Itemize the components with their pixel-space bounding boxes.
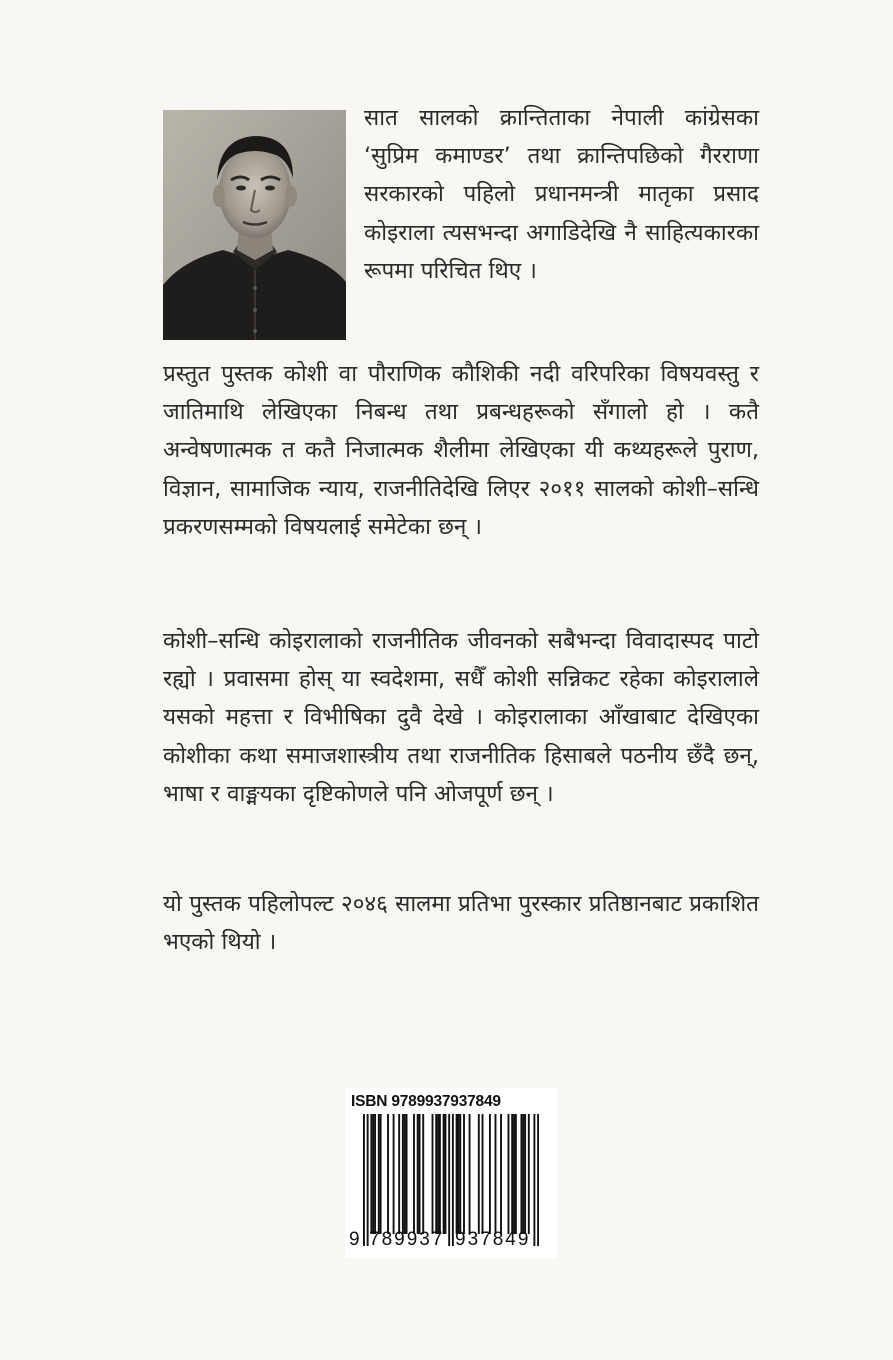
barcode-bar [457, 1114, 459, 1234]
barcode-bar [398, 1114, 400, 1234]
barcode-bar [482, 1114, 484, 1234]
barcode-bar [439, 1114, 441, 1234]
barcode-bar [393, 1114, 395, 1234]
barcode-digits-left: 789937 [369, 1229, 445, 1250]
barcode-bar [378, 1114, 380, 1234]
barcode-bar [469, 1114, 471, 1234]
barcode-bar [500, 1114, 502, 1234]
barcode-bar [508, 1114, 510, 1234]
barcode-bar [452, 1114, 454, 1246]
barcode-bar [402, 1114, 404, 1234]
barcode-digits-right: 937849 [455, 1229, 531, 1250]
barcode-bar [380, 1114, 382, 1234]
barcode-bars [363, 1114, 539, 1246]
barcode-bar [515, 1114, 517, 1234]
isbn-barcode [345, 1088, 557, 1258]
barcode-digits [345, 1229, 557, 1255]
intro-paragraph: सात सालको क्रान्तिताका नेपाली कांग्रेसका ‘सुप्रिम कमाण्डर’ तथा क्रान्तिपछिको गैरराणा सरकारको पहिलो प्रधानमन्त्री मातृका प्रसाद कोइराला त्यसभन्दा अगाडिदेखि नै साहित्यकारका रूपमा परिचित थिए । [364, 105, 759, 284]
barcode-bar [422, 1114, 424, 1234]
barcode-bar [374, 1114, 376, 1234]
barcode-bar [448, 1114, 450, 1246]
barcode-bar [522, 1114, 524, 1234]
barcode-bar [387, 1114, 389, 1234]
isbn-label: ISBN 9789937937849 [351, 1093, 501, 1110]
barcode-bar [463, 1114, 465, 1234]
barcode-bar [372, 1114, 374, 1234]
barcode-bar [417, 1114, 419, 1234]
body-paragraph-1: प्रस्तुत पुस्तक कोशी वा पौराणिक कौशिकी नदी वरिपरिका विषयवस्तु र जातिमाथि लेखिएका निबन्ध तथा प्रबन्धहरूको सँगालो हो । कतै अन्वेषणात्मक त कतै निजात्मक शैलीमा लेखिएका यी कथ्यहरूले पुराण, विज्ञान, सामाजिक न्याय, राजनीतिदेखि लिएर २०११ सालको कोशी–सन्धि प्रकरणसम्मको विषयलाई समेटेका छन् । [163, 361, 759, 540]
barcode-bar [445, 1114, 447, 1234]
barcode-bar [511, 1114, 513, 1234]
barcode-digit-first: 9 [349, 1229, 360, 1250]
barcode-bar [495, 1114, 497, 1234]
barcode-bar [456, 1114, 458, 1234]
barcode-bar [413, 1114, 415, 1234]
barcode-bar [459, 1114, 461, 1234]
barcode-bar [489, 1114, 491, 1234]
barcode-bar [533, 1114, 535, 1246]
author-portrait-illustration [163, 110, 346, 340]
barcode-bar [528, 1114, 530, 1234]
barcode-bar [363, 1114, 365, 1246]
barcode-bar [513, 1114, 515, 1234]
barcode-bar [524, 1114, 526, 1234]
barcode-bar [537, 1114, 539, 1246]
barcode-bar [432, 1114, 434, 1234]
barcode-bar [419, 1114, 421, 1234]
barcode-bar [435, 1114, 437, 1234]
barcode-bar [406, 1114, 408, 1234]
barcode-bar [404, 1114, 406, 1234]
body-paragraph-2: कोशी–सन्धि कोइरालाको राजनीतिक जीवनको सबैभन्दा विवादास्पद पाटो रह्यो । प्रवासमा होस् या स्वदेशमा, सधैँ कोशी सन्निकट रहेका कोइरालाले यसको महत्ता र विभीषिका दुवै देखे । कोइरालाका आँखाबाट देखिएका कोशीका कथा समाजशास्त्रीय तथा राजनीतिक हिसाबले पठनीय छँदै छन्, भाषा र वाङ्मयका दृष्टिकोणले पनि ओजपूर्ण छन् । [163, 628, 759, 807]
barcode-bar [478, 1114, 480, 1234]
barcode-bar [443, 1114, 445, 1234]
barcode-bar [520, 1114, 522, 1234]
body-paragraph-3: यो पुस्तक पहिलोपल्ट २०४६ सालमा प्रतिभा पुरस्कार प्रतिष्ठानबाट प्रकाशित भएको थियो । [163, 891, 759, 956]
author-portrait-photo [163, 110, 346, 340]
barcode-bar [367, 1114, 369, 1246]
barcode-bar [370, 1114, 372, 1234]
barcode-bar [437, 1114, 439, 1234]
